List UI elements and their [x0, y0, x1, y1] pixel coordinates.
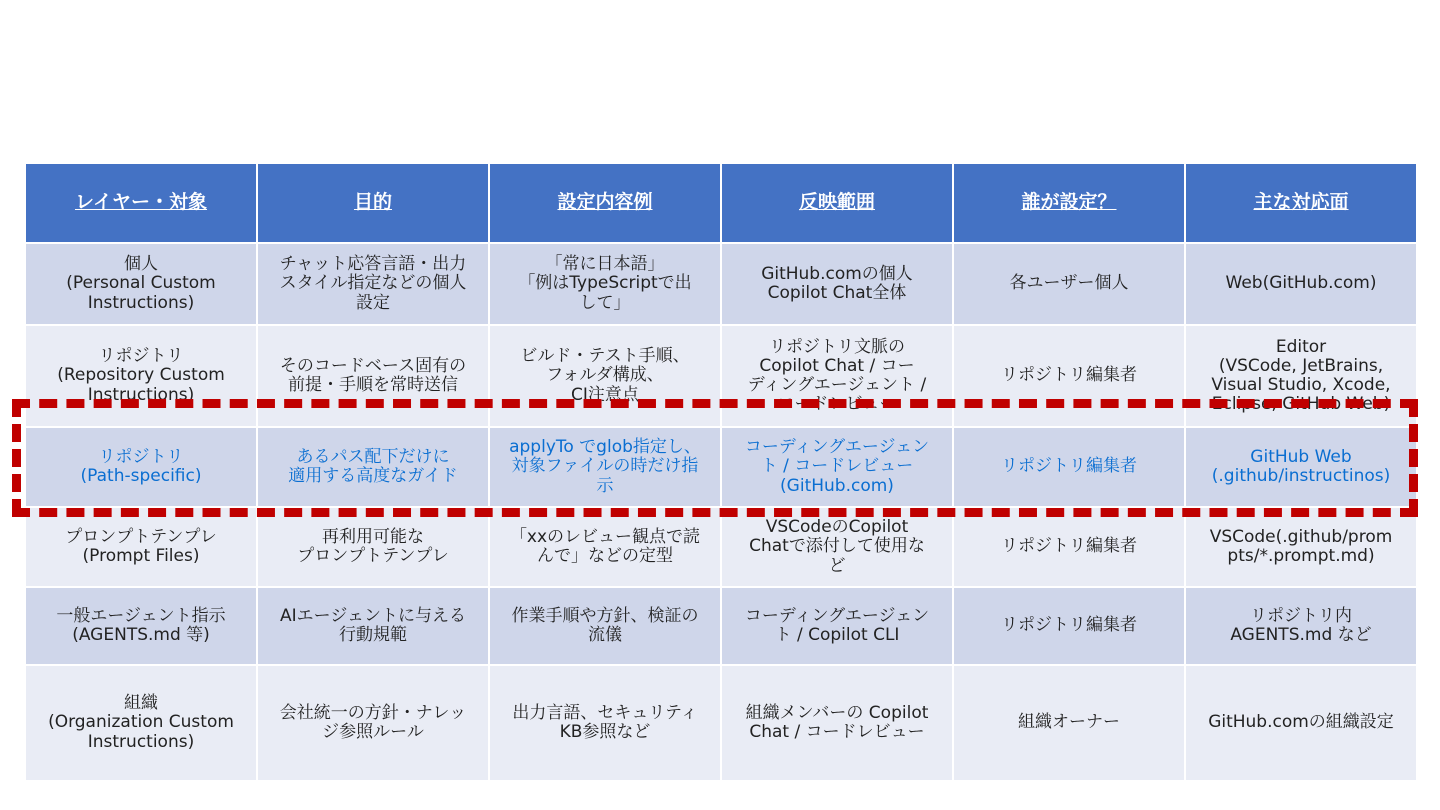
- cell-purpose: 再利用可能な プロンプトテンプレ: [257, 507, 489, 587]
- header-who[interactable]: 誰が設定？: [953, 163, 1185, 243]
- cell-purpose: あるパス配下だけに 適用する高度なガイド: [257, 427, 489, 507]
- header-layer[interactable]: レイヤー・対象: [25, 163, 257, 243]
- cell-layer: リポジトリ (Repository Custom Instructions): [25, 325, 257, 427]
- header-purpose[interactable]: 目的: [257, 163, 489, 243]
- header-scope[interactable]: 反映範囲: [721, 163, 953, 243]
- cell-layer: 一般エージェント指示 (AGENTS.md 等): [25, 587, 257, 665]
- cell-who: リポジトリ編集者: [953, 507, 1185, 587]
- cell-example: 「常に日本語」 「例はTypeScriptで出 して」: [489, 243, 721, 325]
- cell-who: 各ユーザー個人: [953, 243, 1185, 325]
- cell-purpose: AIエージェントに与える 行動規範: [257, 587, 489, 665]
- header-surface[interactable]: 主な対応面: [1185, 163, 1417, 243]
- cell-scope: コーディングエージェン ト / Copilot CLI: [721, 587, 953, 665]
- table-row: [25, 587, 1417, 665]
- cell-layer: 個人 (Personal Custom Instructions): [25, 243, 257, 325]
- cell-who: リポジトリ編集者: [953, 427, 1185, 507]
- cell-example: 作業手順や方針、検証の 流儀: [489, 587, 721, 665]
- cell-scope: 組織メンバーの Copilot Chat / コードレビュー: [721, 665, 953, 781]
- cell-example: applyTo でglob指定し、 対象ファイルの時だけ指 示: [489, 427, 721, 507]
- cell-scope: リポジトリ文脈の Copilot Chat / コー ディングエージェント / コードレビュー: [721, 325, 953, 427]
- cell-surface: GitHub Web (.github/instructinos): [1185, 427, 1417, 507]
- cell-layer: リポジトリ (Path-specific): [25, 427, 257, 507]
- cell-scope: コーディングエージェン ト / コードレビュー (GitHub.com): [721, 427, 953, 507]
- cell-purpose: 会社統一の方針・ナレッ ジ参照ルール: [257, 665, 489, 781]
- table-row-highlighted: [25, 427, 1417, 507]
- cell-surface: Web(GitHub.com): [1185, 243, 1417, 325]
- header-row: [25, 163, 1417, 243]
- cell-purpose: チャット応答言語・出力 スタイル指定などの個人 設定: [257, 243, 489, 325]
- cell-example: ビルド・テスト手順、 フォルダ構成、 CI注意点: [489, 325, 721, 427]
- table-row: [25, 325, 1417, 427]
- cell-example: 出力言語、セキュリティ KB参照など: [489, 665, 721, 781]
- cell-layer: プロンプトテンプレ (Prompt Files): [25, 507, 257, 587]
- table-row: [25, 665, 1417, 781]
- cell-who: リポジトリ編集者: [953, 587, 1185, 665]
- cell-purpose: そのコードベース固有の 前提・手順を常時送信: [257, 325, 489, 427]
- cell-surface: リポジトリ内 AGENTS.md など: [1185, 587, 1417, 665]
- cell-scope: GitHub.comの個人 Copilot Chat全体: [721, 243, 953, 325]
- instructions-table: [24, 162, 1418, 782]
- table-row: [25, 507, 1417, 587]
- table-row: [25, 243, 1417, 325]
- cell-scope: VSCodeのCopilot Chatで添付して使用な ど: [721, 507, 953, 587]
- cell-who: リポジトリ編集者: [953, 325, 1185, 427]
- cell-surface: GitHub.comの組織設定: [1185, 665, 1417, 781]
- cell-surface: VSCode(.github/prom pts/*.prompt.md): [1185, 507, 1417, 587]
- cell-layer: 組織 (Organization Custom Instructions): [25, 665, 257, 781]
- cell-example: 「xxのレビュー観点で読 んで」などの定型: [489, 507, 721, 587]
- cell-surface: Editor (VSCode, JetBrains, Visual Studio, Xcode, Eclipse, GitHub Web): [1185, 325, 1417, 427]
- header-example[interactable]: 設定内容例: [489, 163, 721, 243]
- cell-who: 組織オーナー: [953, 665, 1185, 781]
